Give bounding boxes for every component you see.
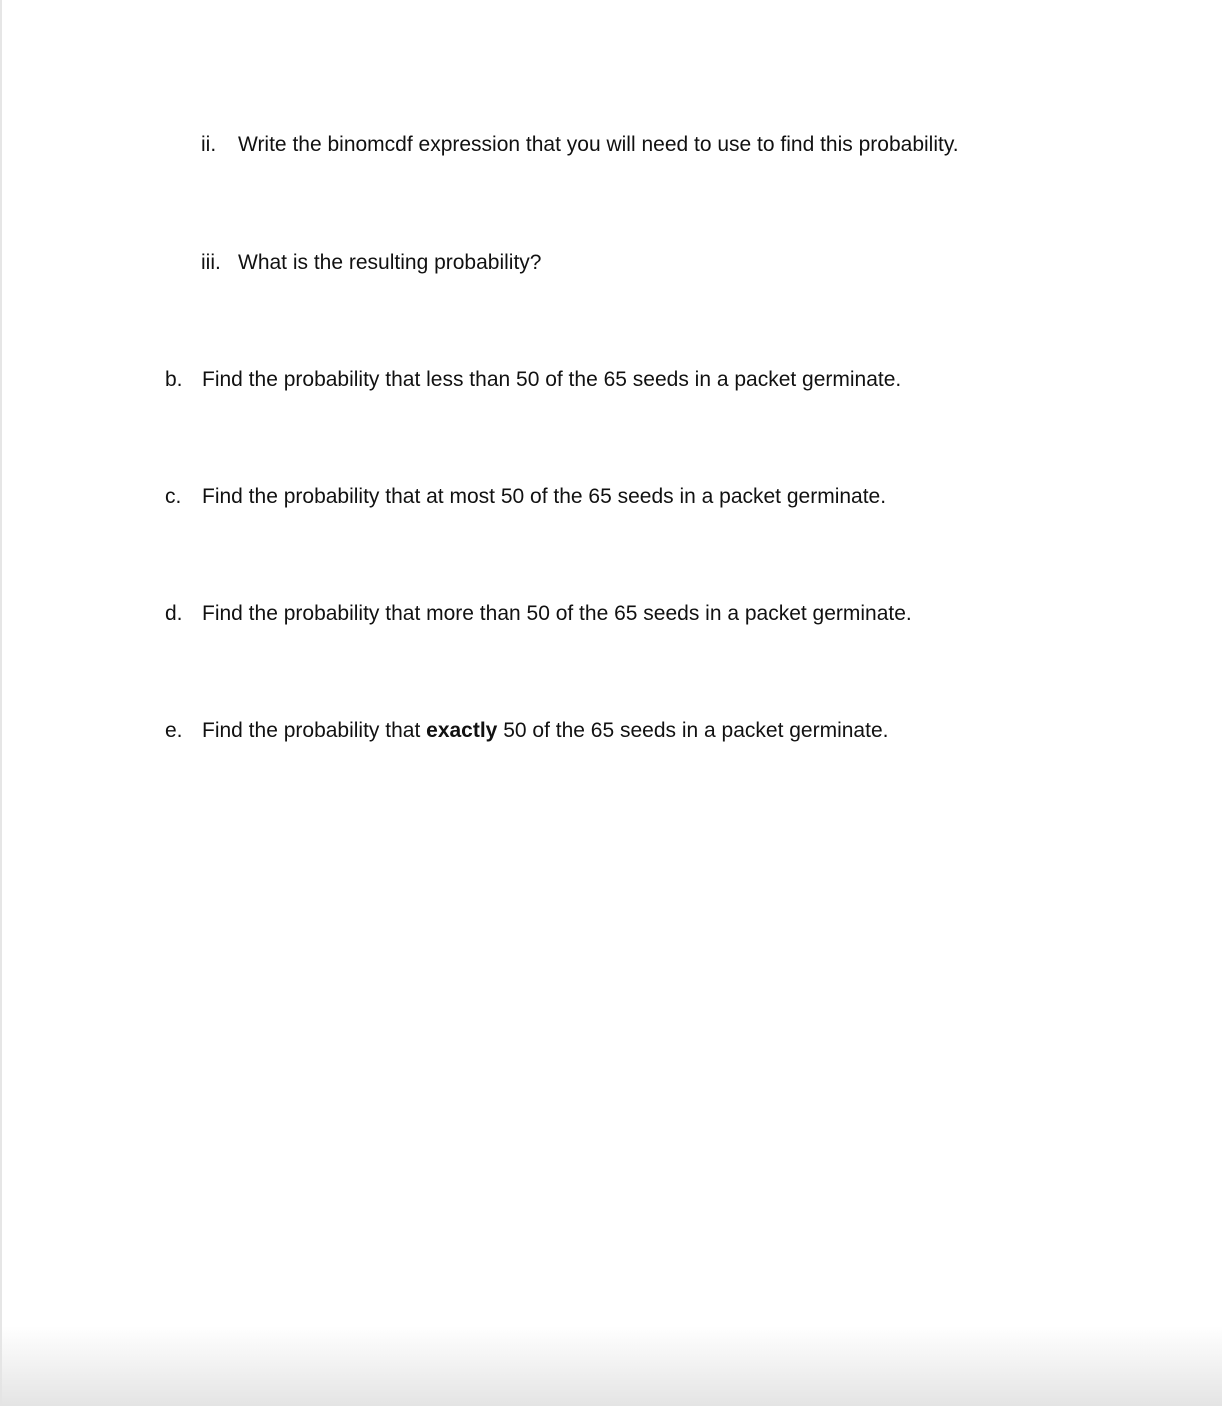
question-text-before: Find the probability that bbox=[202, 719, 427, 742]
question-text: Find the probability that less than 50 of the 65 seeds in a packet germinate. bbox=[202, 368, 902, 391]
list-marker: c. bbox=[165, 485, 182, 508]
list-marker: iii. bbox=[201, 251, 221, 274]
question-text: Find the probability that more than 50 of the 65 seeds in a packet germinate. bbox=[202, 602, 912, 625]
question-text: What is the resulting probability? bbox=[238, 251, 542, 274]
emphasis-exactly: exactly bbox=[426, 719, 498, 742]
question-text bbox=[202, 718, 888, 744]
question-text: Write the binomcdf expression that you will need to use to find this probability. bbox=[238, 133, 959, 156]
list-marker: e. bbox=[165, 719, 183, 742]
question-text-after: 50 of the 65 seeds in a packet germinate. bbox=[497, 719, 889, 742]
list-marker: d. bbox=[165, 602, 183, 625]
list-marker: ii. bbox=[201, 133, 217, 156]
bottom-shadow bbox=[0, 1326, 1222, 1406]
list-marker: b. bbox=[165, 368, 183, 391]
page-edge bbox=[0, 0, 2, 1406]
question-text: Find the probability that at most 50 of the 65 seeds in a packet germinate. bbox=[202, 485, 887, 508]
